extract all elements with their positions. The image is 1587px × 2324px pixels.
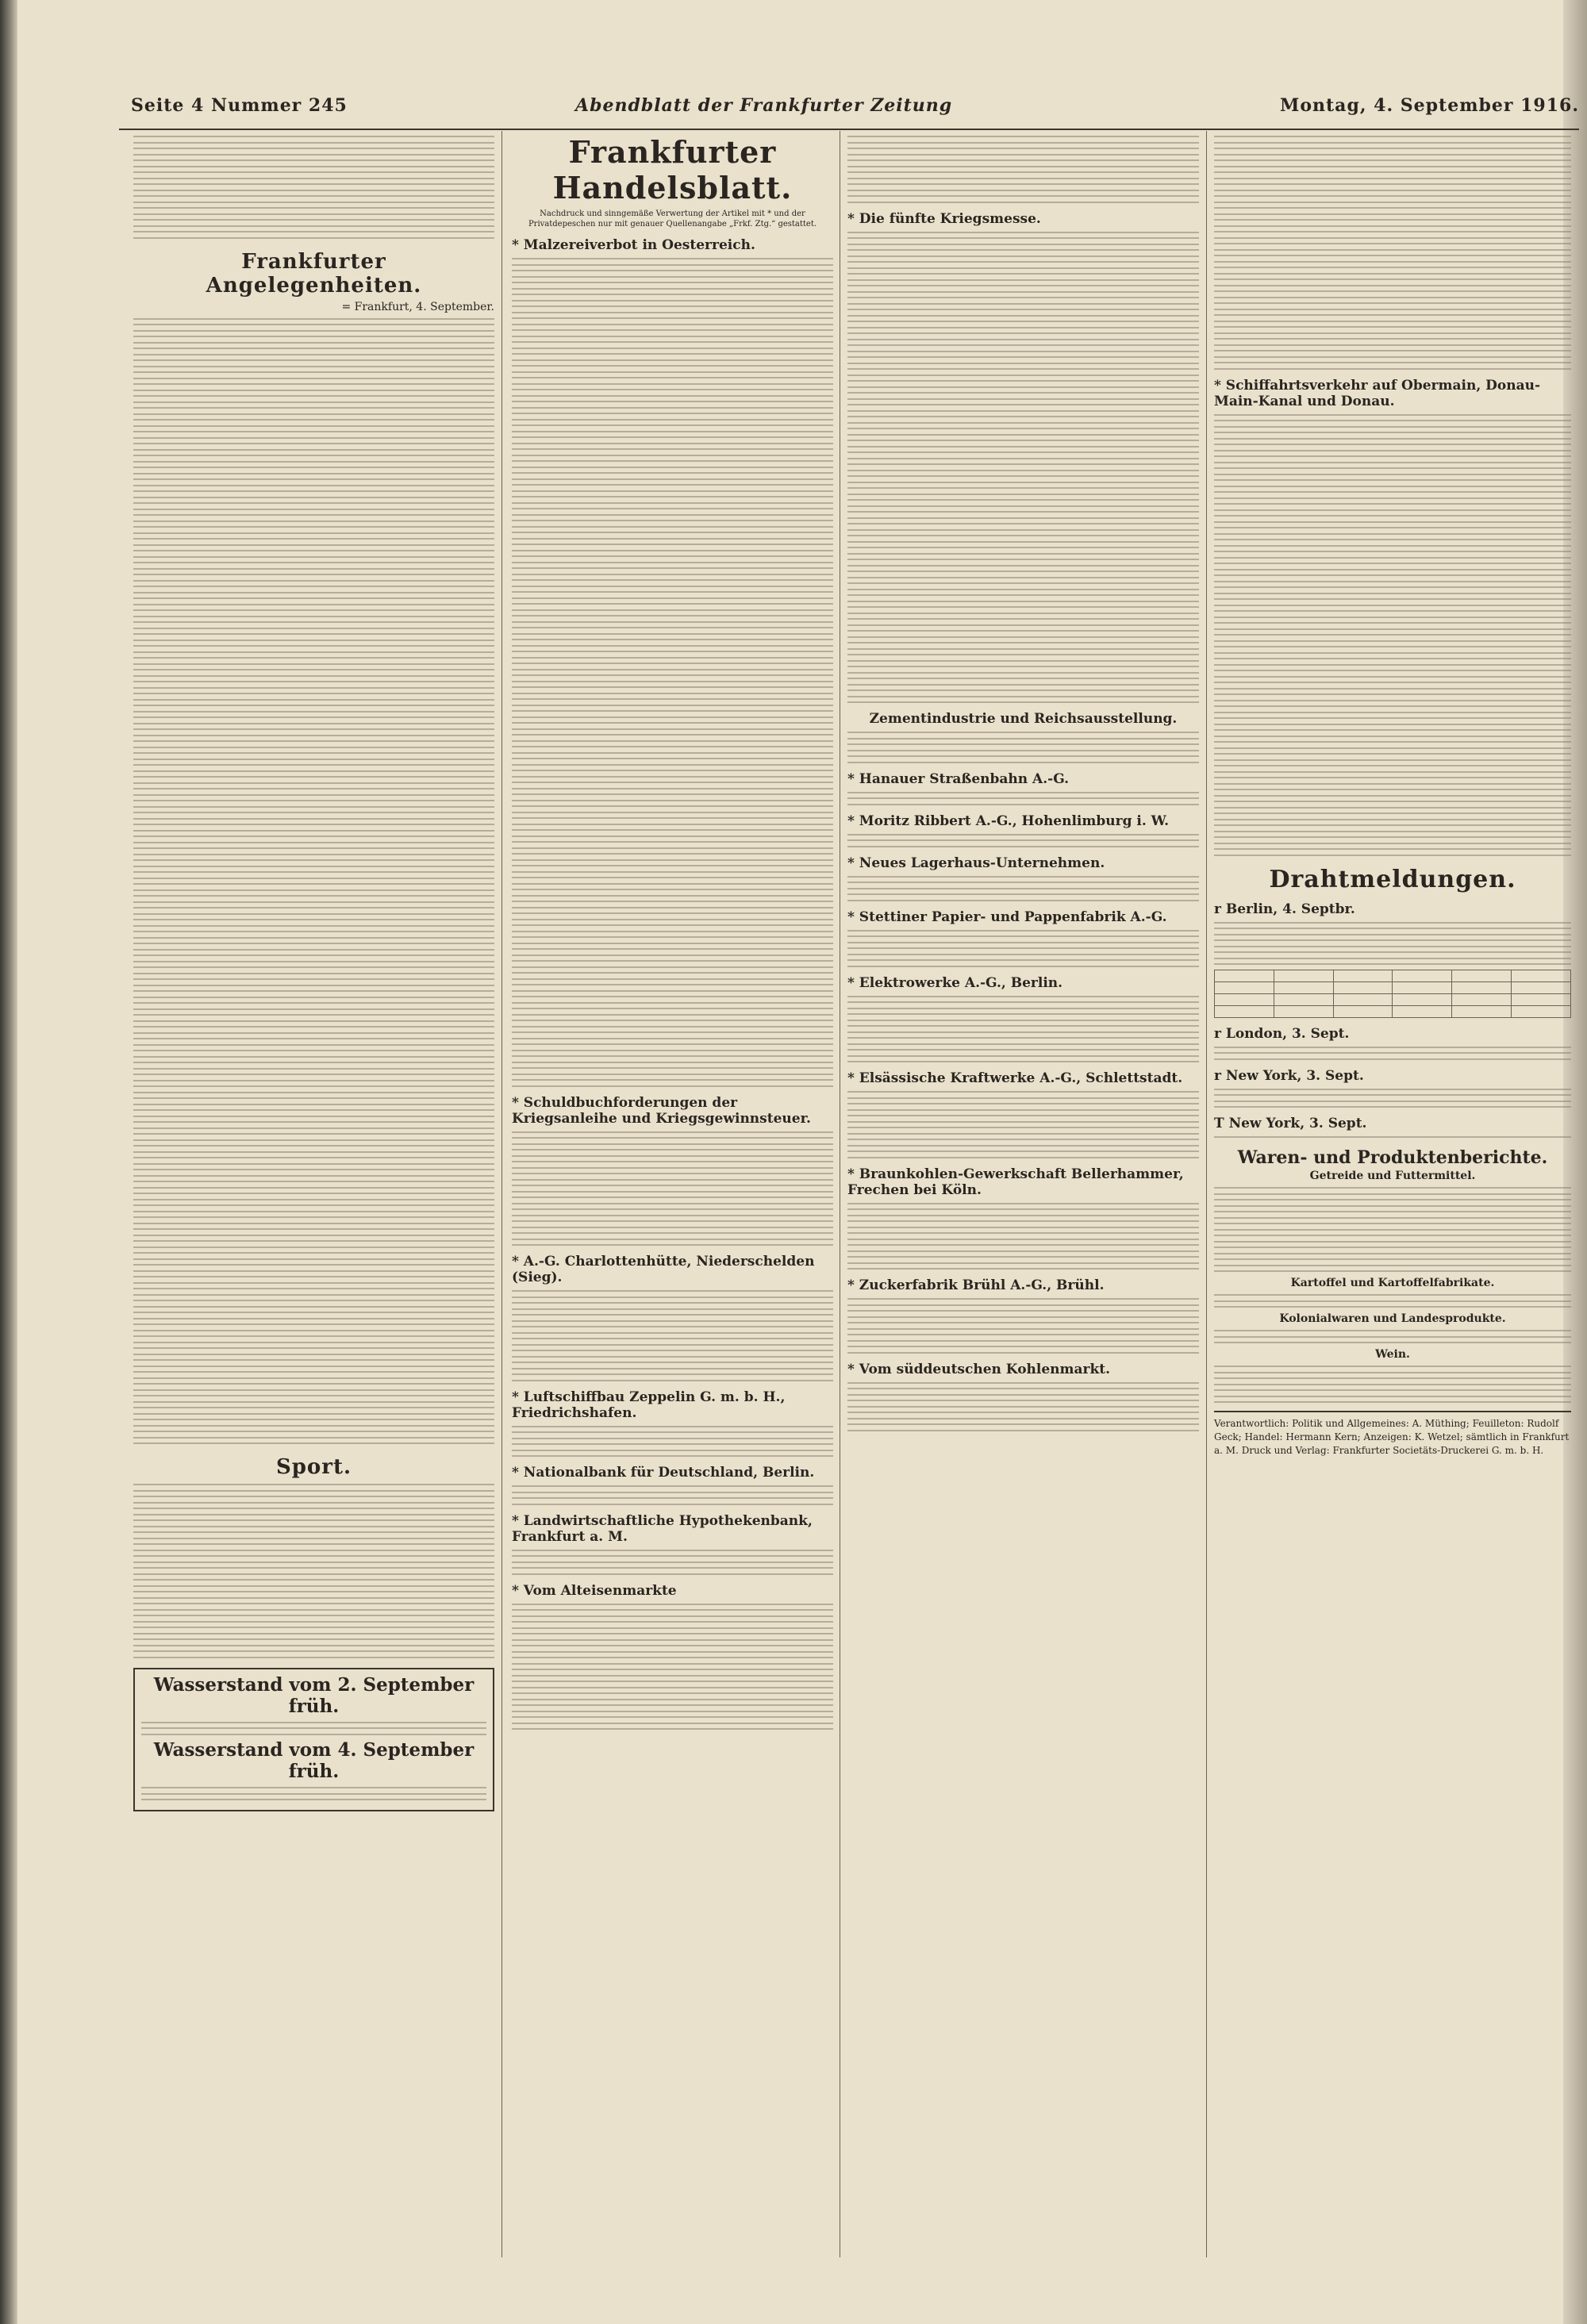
exchange-rate-table <box>1214 970 1571 1018</box>
article-title: * Die fünfte Kriegsmesse. <box>847 210 1041 227</box>
article-title: * Schuldbuchforderungen der Kriegsanleihe und Kriegsgewinnsteuer. <box>512 1094 811 1127</box>
text-block <box>133 318 494 1445</box>
wire-dateline: r London, 3. Sept. <box>1214 1025 1350 1042</box>
article-title: * Braunkohlen-Gewerkschaft Bellerhammer, Frechen bei Köln. <box>847 1166 1184 1198</box>
article-title: * Luftschiffbau Zeppelin G. m. b. H., Friedrichshafen. <box>512 1389 786 1421</box>
text-block <box>847 996 1199 1063</box>
text-block <box>512 1550 833 1575</box>
water-level-box <box>133 1668 494 1811</box>
text-block <box>1214 1136 1571 1138</box>
article-title: * Vom Alteisenmarkte <box>512 1582 677 1599</box>
article-title: * Nationalbank für Deutschland, Berlin. <box>512 1465 815 1481</box>
article-title: * Vom süddeutschen Kohlenmarkt. <box>847 1361 1111 1377</box>
text-block <box>1214 1294 1571 1308</box>
text-block <box>847 232 1199 704</box>
column-local-news <box>133 131 494 1811</box>
column-commerce-2 <box>847 131 1199 1435</box>
text-block <box>141 1722 486 1735</box>
text-block <box>1214 414 1571 856</box>
article-title: * Malzereiverbot in Oesterreich. <box>512 237 755 253</box>
article-title: * Landwirtschaftliche Hypothekenbank, Frankfurt a. M. <box>512 1512 813 1545</box>
text-block <box>1214 1089 1571 1108</box>
page-label: Seite 4 Nummer 245 <box>131 95 348 116</box>
article-title: * Zuckerfabrik Brühl A.-G., Brühl. <box>847 1277 1105 1293</box>
text-block <box>133 136 494 239</box>
text-block <box>512 1485 833 1505</box>
column-wire-and-markets <box>1214 131 1571 1458</box>
article-title: * Schiffahrtsverkehr auf Obermain, Donau-Main-Kanal und Donau. <box>1214 377 1541 409</box>
section-heading-sport: Sport. <box>275 1455 352 1479</box>
sub-heading-potatoes: Kartoffel und Kartoffelfabrikate. <box>1290 1277 1495 1289</box>
sub-heading-wine: Wein. <box>1375 1348 1410 1361</box>
text-block <box>1214 1187 1571 1272</box>
paper-title: Abendblatt der Frankfurter Zeitung <box>575 95 953 116</box>
text-block <box>1214 1047 1571 1060</box>
imprint: Verantwortlich: Politik und Allgemeines: A. Müthing; Feuilleton: Rudolf Geck; Handel: Hermann Kern; Anzeigen: K. Wetzel; sämtlich in Frankfurt a. M. Druck und Verlag: Frankfurter Societäts-Druckerei G. m. b. H. <box>1214 1411 1571 1458</box>
text-block <box>512 1426 833 1458</box>
article-title: * Hanauer Straßenbahn A.-G. <box>847 770 1070 787</box>
column-commerce <box>512 131 833 1734</box>
text-block <box>1214 136 1571 370</box>
wire-dateline: r Berlin, 4. Septbr. <box>1214 901 1355 917</box>
text-block <box>847 792 1199 805</box>
column-rule <box>1206 131 1207 2257</box>
text-block <box>141 1787 486 1800</box>
article-title: Zementindustrie und Reichsausstellung. <box>869 711 1178 727</box>
article-title: * A.-G. Charlottenhütte, Niederschelden (Sieg). <box>512 1254 815 1285</box>
text-block <box>847 834 1199 847</box>
text-block <box>512 1290 833 1381</box>
water-level-title-1: Wasserstand vom 2. September früh. <box>153 1673 475 1717</box>
article-title: * Moritz Ribbert A.-G., Hohenlimburg i. W. <box>847 812 1170 829</box>
masthead-note: Nachdruck und sinngemäße Verwertung der Artikel mit * und der Privatdepeschen nur mit genauer Quellenangabe „Frkf. Ztg.“ gestattet. <box>528 209 817 229</box>
issue-date: Montag, 4. September 1916. <box>1280 95 1579 116</box>
article-title: * Elsässische Kraftwerke A.-G., Schlettstadt. <box>847 1070 1183 1086</box>
text-block <box>1214 1366 1571 1403</box>
text-block <box>1214 1330 1571 1343</box>
text-block <box>847 876 1199 901</box>
text-block <box>1214 922 1571 966</box>
text-block <box>847 1382 1199 1431</box>
column-rule <box>501 131 502 2257</box>
article-title: * Neues Lagerhaus-Unternehmen. <box>847 855 1105 871</box>
local-dateline: = Frankfurt, 4. September. <box>341 300 494 313</box>
page-header <box>119 89 1579 130</box>
text-block <box>512 1131 833 1247</box>
article-title: * Elektrowerke A.-G., Berlin. <box>847 974 1063 991</box>
section-heading-goods: Waren- und Produktenberichte. <box>1237 1147 1548 1168</box>
section-heading-wire: Drahtmeldungen. <box>1269 865 1516 893</box>
text-block <box>847 136 1199 203</box>
masthead-handelsblatt: Frankfurter Handelsblatt. <box>552 134 793 206</box>
text-block <box>847 732 1199 763</box>
text-block <box>512 1604 833 1731</box>
text-block <box>847 1203 1199 1270</box>
water-level-title-2: Wasserstand vom 4. September früh. <box>153 1739 475 1782</box>
text-block <box>512 258 833 1087</box>
wire-dateline: T New York, 3. Sept. <box>1214 1116 1367 1131</box>
sub-heading-grain: Getreide und Futtermittel. <box>1309 1170 1476 1182</box>
text-block <box>847 930 1199 967</box>
sub-heading-colonial: Kolonialwaren und Landesprodukte. <box>1279 1312 1506 1325</box>
wire-dateline: r New York, 3. Sept. <box>1214 1067 1364 1084</box>
text-block <box>133 1484 494 1658</box>
text-block <box>847 1298 1199 1354</box>
section-heading-local: Frankfurter Angelegenheiten. <box>206 249 422 298</box>
text-block <box>847 1091 1199 1158</box>
article-title: * Stettiner Papier- und Pappenfabrik A.-G. <box>847 908 1167 925</box>
book-binding <box>0 0 17 2324</box>
